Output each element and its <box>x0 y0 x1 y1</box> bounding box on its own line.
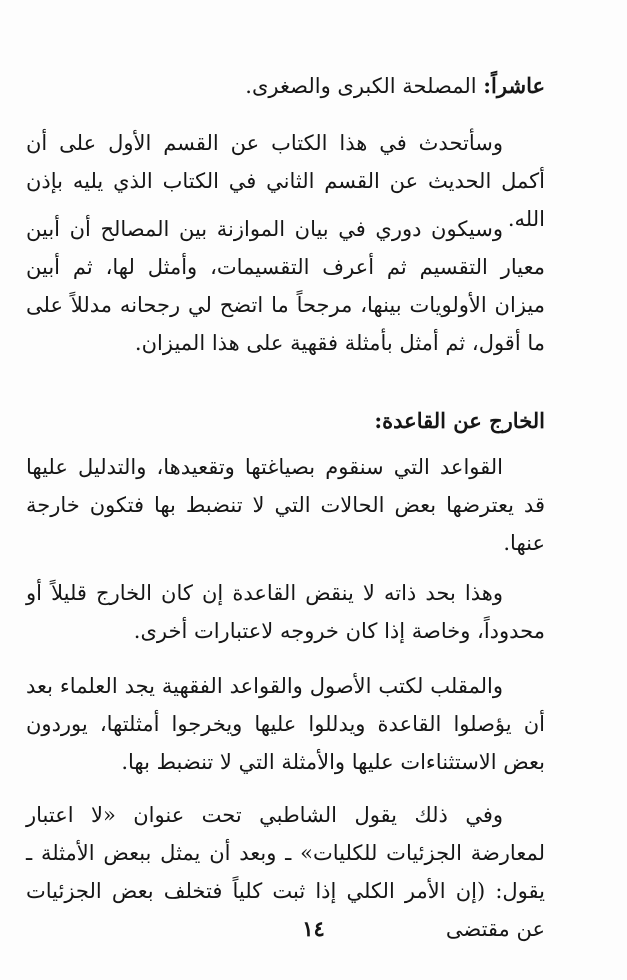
item-ten-line <box>245 67 545 105</box>
section-paragraph-2: وهذا بحد ذاته لا ينقض القاعدة إن كان الخارج قليلاً أو محدوداً، وخاصة إذا كان خروجه لاعتبارات أخرى. <box>26 581 545 643</box>
section-paragraph-3: والمقلب لكتب الأصول والقواعد الفقهية يجد العلماء بعد أن يؤصلوا القاعدة ويدللوا عليها ويخرجوا أمثلتها، يوردون بعض الاستثناءات عليها والأمثلة التي لا تنضبط بها. <box>26 674 545 774</box>
item-ten-label: عاشراً: <box>483 73 545 98</box>
item-ten-text: المصلحة الكبرى والصغرى. <box>245 74 477 98</box>
section-paragraph-1: القواعد التي سنقوم بصياغتها وتقعيدها، والتدليل عليها قد يعترضها بعض الحالات التي لا تنضبط بها فتكون خارجة عنها. <box>26 455 545 555</box>
section-heading: الخارج عن القاعدة: <box>374 408 545 433</box>
intro-paragraph-2: وسيكون دوري في بيان الموازنة بين المصالح أن أبين معيار التقسيم ثم أعرف التقسيمات، وأمثل لها، ثم أبين ميزان الأولويات بينها، مرجحاً ما اتضح لي رجحانه مدللاً على ما أقول، ثم أمثل بأمثلة فقهية على هذا الميزان. <box>26 217 545 355</box>
page-number: ١٤ <box>302 916 325 941</box>
intro-paragraph-1: وسأتحدث في هذا الكتاب عن القسم الأول على أن أكمل الحديث عن القسم الثاني في الكتاب الذي يليه بإذن الله. <box>26 131 545 231</box>
section-paragraph-4: وفي ذلك يقول الشاطبي تحت عنوان «لا اعتبار لمعارضة الجزئيات للكليات» ـ وبعد أن يمثل ببعض الأمثلة ـ يقول: (إن الأمر الكلي إذا ثبت كلياً فتخلف بعض الجزئيات عن مقتضى <box>26 803 545 941</box>
